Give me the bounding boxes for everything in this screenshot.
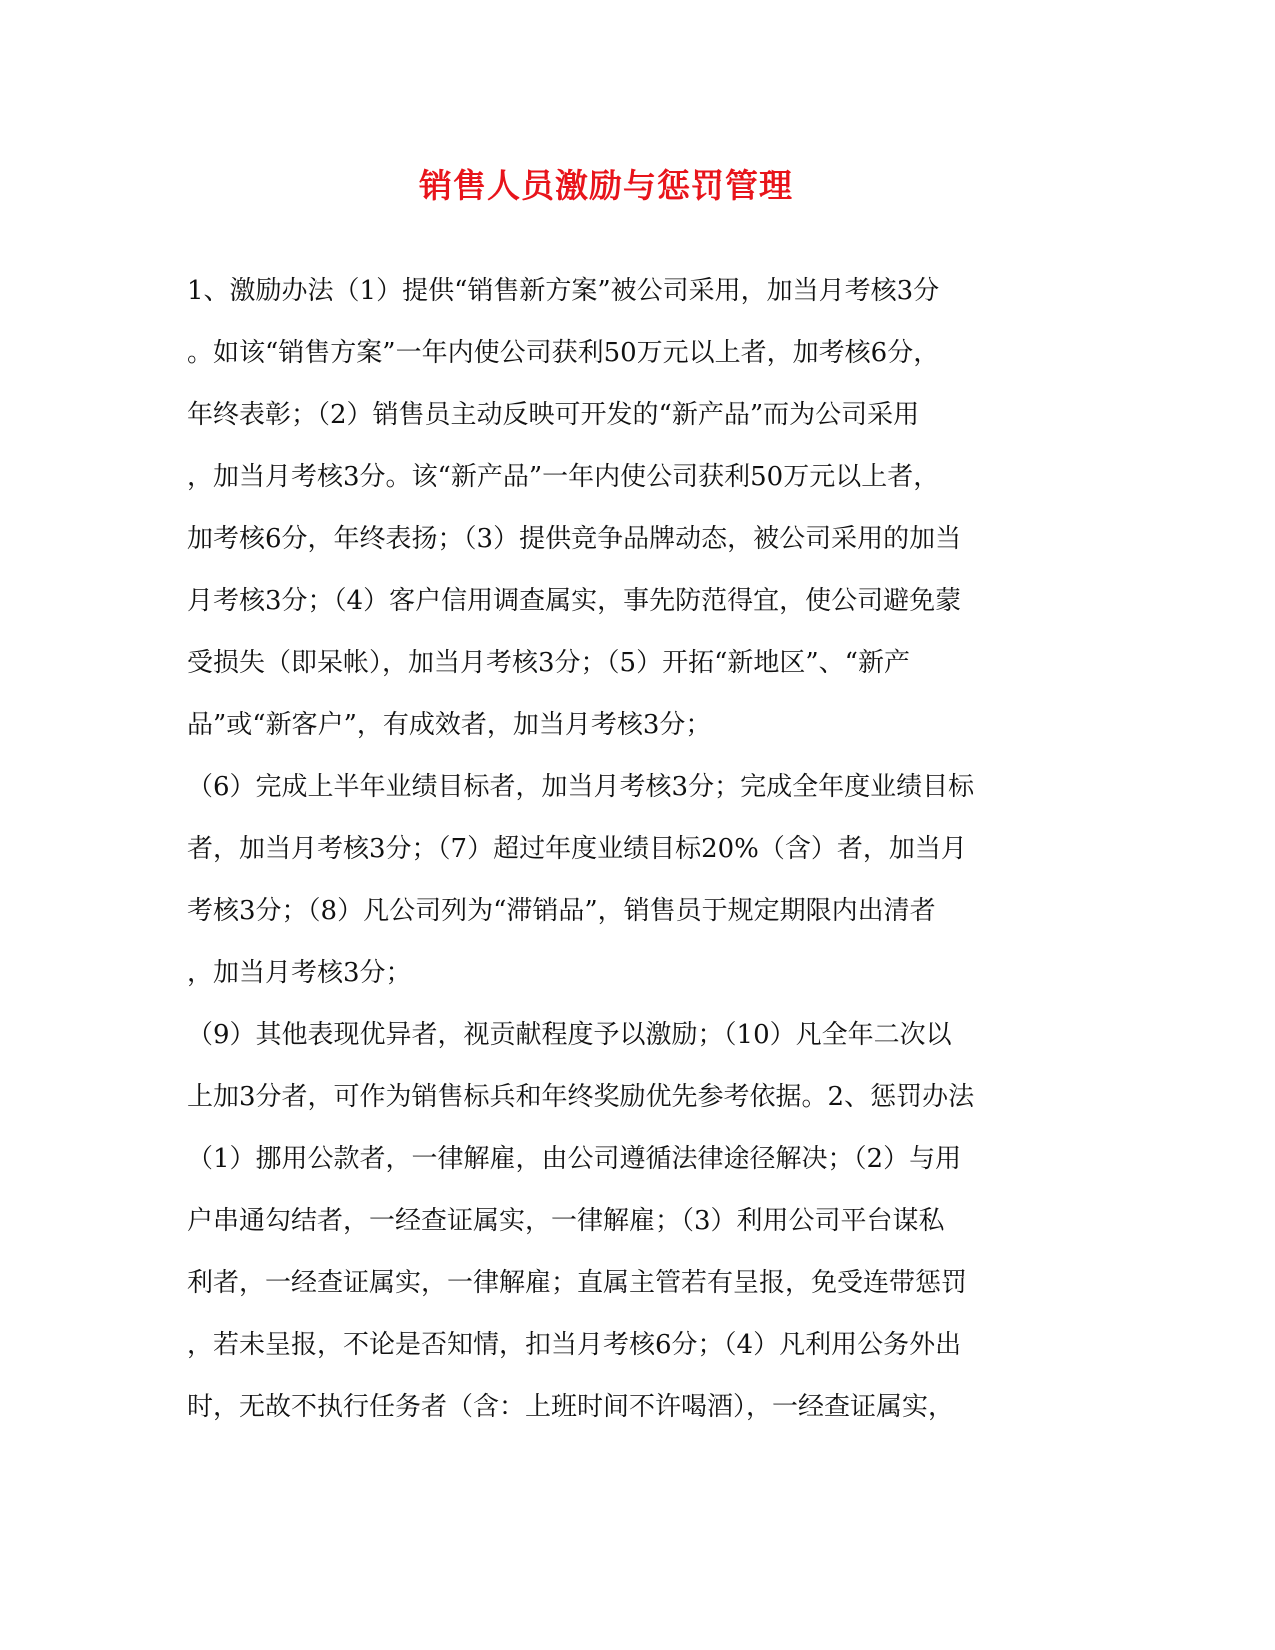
body-line: 加考核6分，年终表扬；（3）提供竞争品牌动态，被公司采用的加当 [187, 524, 962, 554]
document-title: 销售人员激励与惩罚管理 [419, 166, 793, 205]
body-line: ，加当月考核3分。该“新产品”一年内使公司获利50万元以上者， [187, 462, 940, 492]
body-line: 品”或“新客户”，有成效者，加当月考核3分； [187, 710, 712, 740]
body-line: 考核3分；（8）凡公司列为“滞销品”，销售员于规定期限内出清者 [187, 896, 936, 926]
body-line: （9）其他表现优异者，视贡献程度予以激励；（10）凡全年二次以 [187, 1020, 952, 1050]
body-line: 户串通勾结者，一经查证属实，一律解雇；（3）利用公司平台谋私 [187, 1206, 945, 1236]
body-line: 受损失（即呆帐），加当月考核3分；（5）开拓“新地区”、“新产 [187, 648, 910, 678]
body-line: （1）挪用公款者，一律解雇，由公司遵循法律途径解决；（2）与用 [187, 1144, 962, 1174]
body-line: 月考核3分；（4）客户信用调查属实，事先防范得宜，使公司避免蒙 [187, 586, 962, 616]
body-line: 时，无故不执行任务者（含：上班时间不许喝酒），一经查证属实， [187, 1392, 955, 1422]
body-line: 利者，一经查证属实，一律解雇；直属主管若有呈报，免受连带惩罚 [187, 1268, 968, 1298]
body-line: 年终表彰；（2）销售员主动反映可开发的“新产品”而为公司采用 [187, 400, 920, 430]
body-line: 上加3分者，可作为销售标兵和年终奖励优先参考依据。2、惩罚办法 [187, 1082, 975, 1112]
body-line: ，若未呈报，不论是否知情，扣当月考核6分；（4）凡利用公务外出 [187, 1330, 962, 1360]
body-line: 。如该“销售方案”一年内使公司获利50万元以上者，加考核6分， [187, 338, 940, 368]
body-line: （6）完成上半年业绩目标者，加当月考核3分；完成全年度业绩目标 [187, 772, 975, 802]
body-line: 1、激励办法（1）提供“销售新方案”被公司采用，加当月考核3分 [187, 276, 940, 306]
body-line: ，加当月考核3分； [187, 958, 412, 988]
body-line: 者，加当月考核3分；（7）超过年度业绩目标20%（含）者，加当月 [187, 834, 967, 864]
